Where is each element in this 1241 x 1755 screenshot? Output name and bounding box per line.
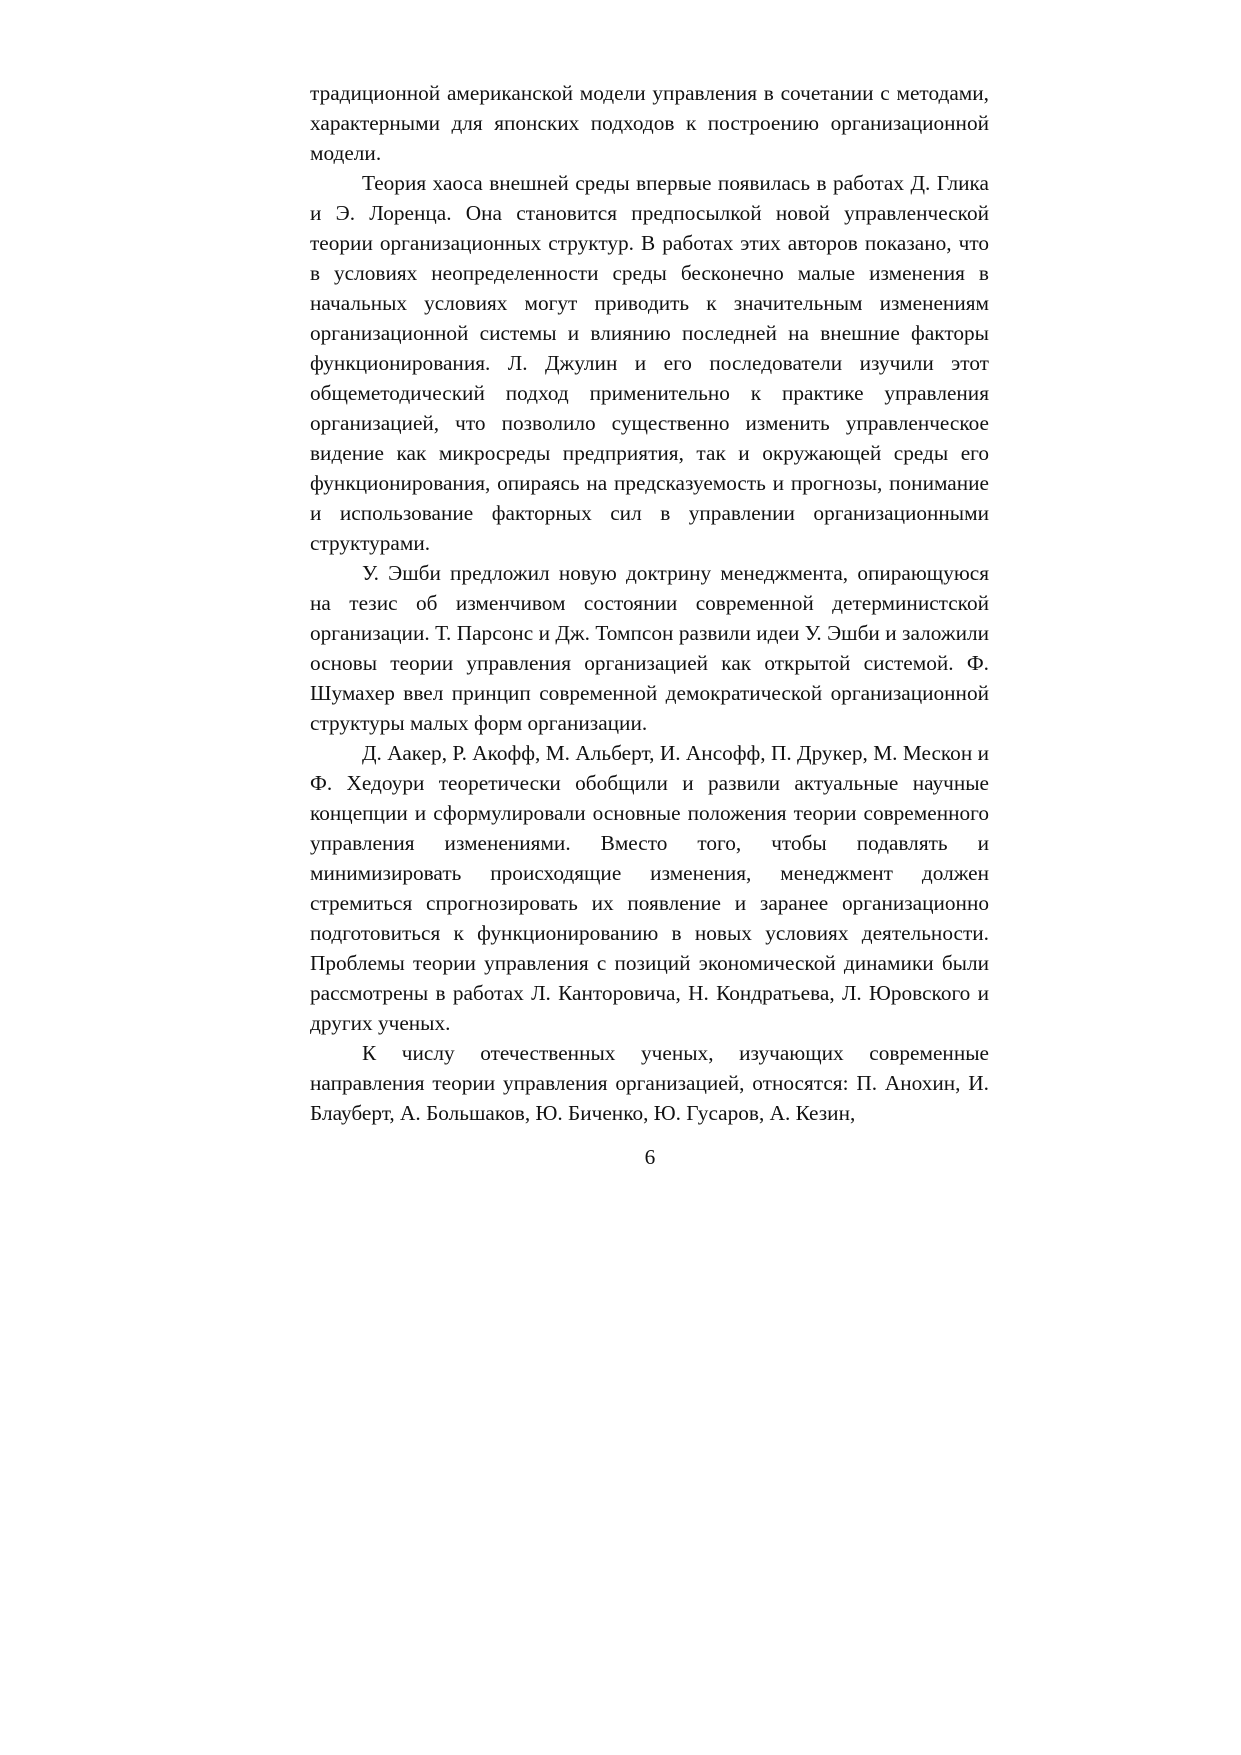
paragraph-aaker: Д. Аакер, Р. Акофф, М. Альберт, И. Ансофф, П. Друкер, М. Мескон и Ф. Хедоури теоретически обобщили и развили актуальные научные концепции и сформулировали основные положения теории современного управления изменениями. Вместо того, чтобы подавлять и минимизировать происходящие изменения, менеджмент должен стремиться спрогнозировать их появление и заранее организационно подготовиться к функционированию в новых условиях деятельности. Проблемы теории управления с позиций экономической динамики были рассмотрены в работах Л. Канторовича, Н. Кондратьева, Л. Юровского и других ученых.: [310, 741, 989, 1035]
paragraph-domestic-scholars: К числу отечественных ученых, изучающих современные направления теории управления организацией, относятся: П. Анохин, И. Блауберт, А. Большаков, Ю. Биченко, Ю. Гусаров, А. Кезин,: [310, 1041, 989, 1125]
text-column: [310, 78, 989, 1128]
paragraph-ashby: У. Эшби предложил новую доктрину менеджмента, опирающуюся на тезис об изменчивом состоянии современной детерминистской организации. Т. Парсонс и Дж. Томпсон развили идеи У. Эшби и заложили основы теории управления организацией как открытой системой. Ф. Шумахер ввел принцип современной демократической организационной структуры малых форм организации.: [310, 561, 989, 735]
paragraph-continuation: традиционной американской модели управления в сочетании с методами, характерными для японских подходов к построению организационной модели.: [310, 81, 989, 165]
page-number: 6: [644, 1145, 656, 1169]
paragraph-chaos-theory: Теория хаоса внешней среды впервые появилась в работах Д. Глика и Э. Лоренца. Она становится предпосылкой новой управленческой теории организационных структур. В работах этих авторов показано, что в условиях неопределенности среды бесконечно малые изменения в начальных условиях могут приводить к значительным изменениям организационной системы и влиянию последней на внешние факторы функционирования. Л. Джулин и его последователи изучили этот общеметодический подход применительно к практике управления организацией, что позволило существенно изменить управленческое видение как микросреды предприятия, так и окружающей среды его функционирования, опираясь на предсказуемость и прогнозы, понимание и использование факторных сил в управлении организационными структурами.: [310, 171, 989, 555]
